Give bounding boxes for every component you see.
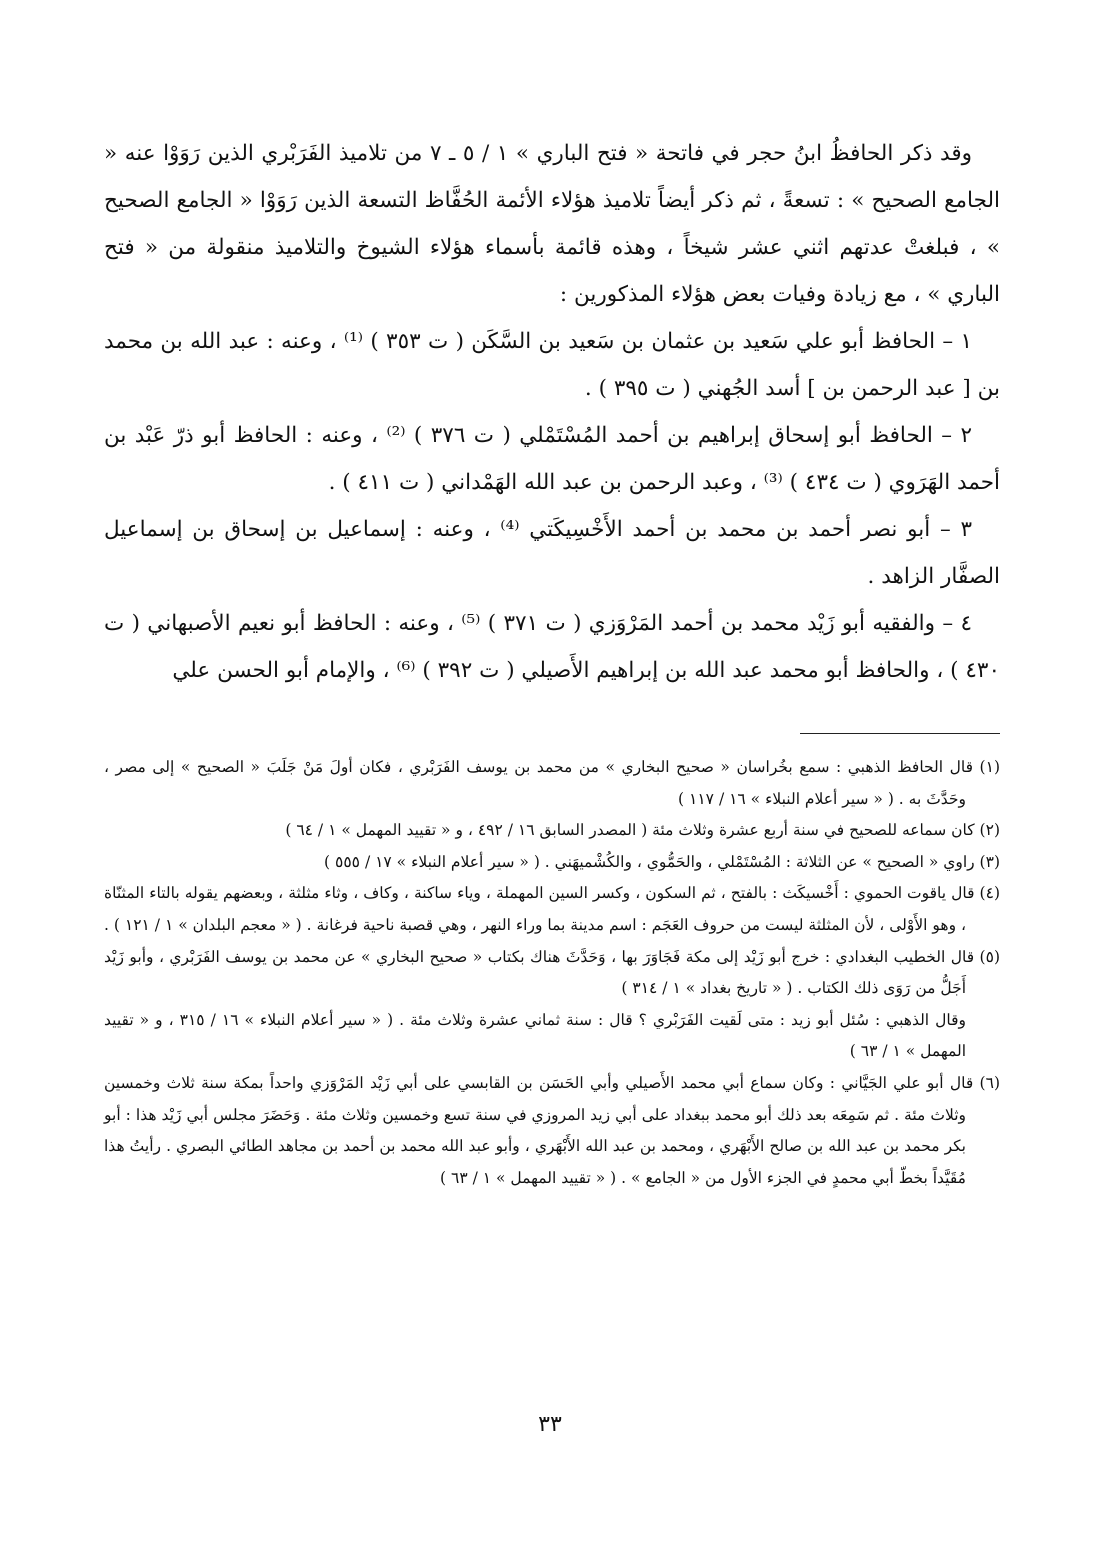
footnote-5-continuation: وقال الذهبي : سُئل أبو زيد : متى لَقيت الفَرَبْري ؟ قال : سنة ثماني عشرة وثلاث مئة . ( « سير أعلام النبلاء » ١٦ / ٣١٥ ، و « تقييد المهمل » ١ / ٦٣ ) (104, 1010, 966, 1061)
footnote-separator (800, 733, 1000, 734)
footnote-3: (٣) راوي « الصحيح » عن الثلاثة : المُسْتَمْلي ، والحَمُّوي ، والكُشْميهَني . ( « سير أعلام النبلاء » ١٧ / ٥٥٥ ) (324, 852, 1000, 871)
paragraph-item-1: ١ – الحافظ أبو علي سَعيد بن عثمان بن سَعيد بن السَّكَن ( ت ٣٥٣ ) ⁽¹⁾ ، وعنه : عبد الله بن محمد بن [ عبد الرحمن بن ] أسد الجُهني ( ت ٣٩٥ ) . (104, 329, 1000, 401)
page-number: ٣٣ (538, 1412, 562, 1437)
paragraph-item-4: ٤ – والفقيه أبو زَيْد محمد بن أحمد المَرْوَزي ( ت ٣٧١ ) ⁽⁵⁾ ، وعنه : الحافظ أبو نعيم الأصبهاني ( ت ٤٣٠ ) ، والحافظ أبو محمد عبد الله بن إبراهيم الأَصيلي ( ت ٣٩٢ ) ⁽⁶⁾ ، والإمام أبو الحسن علي (104, 611, 1000, 683)
footnote-6: (٦) قال أبو علي الجَيَّاني : وكان سماع أبي محمد الأَصيلي وأبي الحَسَن بن القابسي على أبي زَيْد المَرْوَزي واحداً بمكة سنة ثلاث وخمسين وثلاث مئة . ثم سَمِعَه بعد ذلك أبو محمد ببغداد على أبي زيد المروزي في سنة تسع وخمسين وثلاث مئة . وَحَضَرَ مجلس أبي زَيْد هذا : أبو بكر محمد بن عبد الله بن صالح الأَبْهَري ، ومحمد بن عبد الله الأَبْهَري ، وأبو عبد الله محمد بن أحمد بن مجاهد الطائي البصري . رأيتُ هذا مُقَيَّداً بخطّ أبي محمدٍ في الجزء الأول من « الجامع » . ( « تقييد المهمل » ١ / ٦٣ ) (104, 1073, 1000, 1187)
footnote-4: (٤) قال ياقوت الحموي : أَخْسيكَث : بالفتح ، ثم السكون ، وكسر السين المهملة ، وياء ساكنة ، وكاف ، وثاء مثلثة ، وبعضهم يقوله بالتاء المثنّاة ، وهو الأَوْلى ، لأن المثلثة ليست من حروف العَجَم : اسم مدينة بما وراء النهر ، وهي قصبة ناحية فرغانة . ( « معجم البلدان » ١ / ١٢١ ) . (104, 884, 1000, 934)
paragraph-item-2: ٢ – الحافظ أبو إسحاق إبراهيم بن أحمد المُسْتَمْلي ( ت ٣٧٦ ) ⁽²⁾ ، وعنه : الحافظ أبو ذرّ عَبْد بن أحمد الهَرَوي ( ت ٤٣٤ ) ⁽³⁾ ، وعبد الرحمن بن عبد الله الهَمْداني ( ت ٤١١ ) . (104, 423, 1000, 495)
main-text (104, 130, 1000, 694)
footnotes (104, 752, 1000, 1194)
paragraph-item-3: ٣ – أبو نصر أحمد بن محمد بن أحمد الأَخْسِيكَتي ⁽⁴⁾ ، وعنه : إسماعيل بن إسحاق بن إسماعيل الصفَّار الزاهد . (104, 517, 1000, 589)
footnote-1: (١) قال الحافظ الذهبي : سمع بخُراسان « صحيح البخاري » من محمد بن يوسف الفَرَبْري ، فكان أولَ مَنْ جَلَبَ « الصحيح » إلى مصر ، وحَدَّثَ به . ( « سير أعلام النبلاء » ١٦ / ١١٧ ) (104, 758, 1000, 808)
paragraph-intro: وقد ذكر الحافظُ ابنُ حجر في فاتحة « فتح الباري » ١ / ٥ ـ ٧ من تلاميذ الفَرَبْري الذين رَوَوْا عنه « الجامع الصحيح » : تسعةً ، ثم ذكر أيضاً تلاميذ هؤلاء الأئمة الحُفَّاظ التسعة الذين رَوَوْا « الجامع الصحيح » ، فبلغتْ عدتهم اثني عشر شيخاً ، وهذه قائمة بأسماء هؤلاء الشيوخ والتلاميذ منقولة من « فتح الباري » ، مع زيادة وفيات بعض هؤلاء المذكورين : (104, 141, 1000, 307)
footnote-2: (٢) كان سماعه للصحيح في سنة أربع عشرة وثلاث مئة ( المصدر السابق ١٦ / ٤٩٢ ، و « تقييد المهمل » ١ / ٦٤ ) (285, 821, 1000, 840)
footnote-5: (٥) قال الخطيب البغدادي : خرج أبو زَيْد إلى مكة فَجَاوَرَ بها ، وَحَدَّثَ هناك بكتاب « صحيح البخاري » عن محمد بن يوسف الفَرَبْري ، وأبو زَيْد أَجَلُّ من رَوَى ذلك الكتاب . ( « تاريخ بغداد » ١ / ٣١٤ ) (104, 947, 1000, 998)
